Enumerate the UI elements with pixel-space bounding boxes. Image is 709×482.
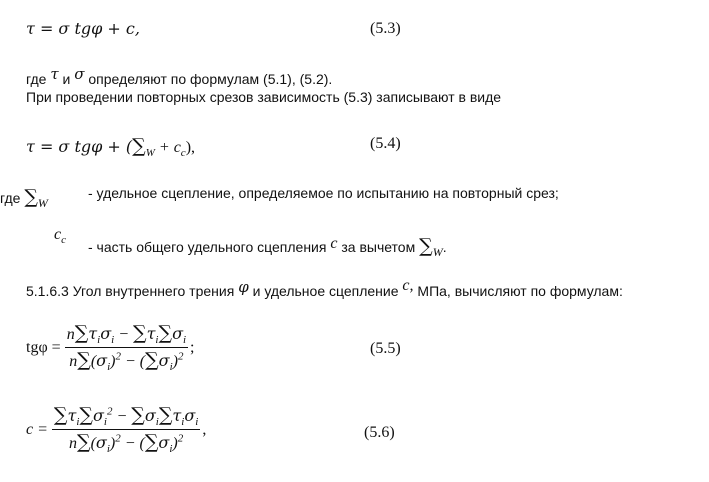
equation-5-3-number: (5.3) [370,20,401,37]
word-where: где [26,71,47,87]
sum-symbol: ∑ [132,135,146,157]
symbol-c-inline: c [330,235,338,252]
equation-5-6-fraction [52,404,200,455]
text-friction-angle: 5.1.6.3 Угол внутреннего трения [26,283,235,299]
equation-5-5 [26,322,195,373]
text-minus: за вычетом [341,239,416,255]
equation-5-4-part-a: τ = σ tgφ + ( [26,137,133,156]
text-and-cohesion: и удельное сцепление [252,283,399,299]
symbol-c-c [54,226,66,246]
text-calculated-by-formulas: МПа, вычисляют по формулам: [417,283,623,299]
equation-5-3 [26,19,140,39]
sum-symbol-inline: ∑ [419,235,433,257]
text-part-of-cohesion: - часть общего удельного сцепления [88,239,327,255]
subscript-w: W [145,147,155,160]
definition-sum-w-text: - удельное сцепление, определяемое по испытанию на повторный срез; [88,185,559,201]
equation-5-5-lhs: tgφ = [26,338,61,356]
equation-5-5-fraction [65,322,188,373]
sum-symbol-def: ∑ [24,186,38,208]
equation-5-4-number: (5.4) [370,135,401,152]
equation-5-5-denominator: $n\sum(\sigma_i)^2 - (\sum\sigma_i)^2$ [69,349,184,374]
equation-5-3-formula: τ = σ tgφ + c, [26,19,140,38]
definition-c-c-text [88,235,447,260]
subscript-c: c [180,147,186,160]
equation-5-4-part-c: ), [185,139,196,156]
equation-5-4 [26,135,195,159]
period: . [442,239,447,255]
subscript-w-def: W [37,195,48,210]
symbol-c-para: c, [402,277,414,294]
equation-5-5-numerator: $n\sum\tau_i\sigma_i - \sum\tau_i\sum\sigma_i$ [66,322,187,347]
equation-5-6-numerator: $\sum\tau_i\sum\sigma_i^2 - \sum\sigma_i\sum\tau_i\sigma_i$ [53,404,199,429]
symbol-phi: φ [238,278,249,296]
equation-5-5-number: (5.5) [370,340,401,357]
equation-5-6 [26,404,206,455]
equation-5-4-part-b: + c [154,139,181,156]
equation-5-6-denominator: $n\sum(\sigma_i)^2 - (\sum\sigma_i)^2$ [68,431,184,456]
equation-5-6-comma: , [202,420,207,438]
word-and: и [62,71,71,87]
equation-5-6-number: (5.6) [364,424,395,441]
subscript-c-def: c [61,234,66,247]
subscript-w-inline: W [432,244,443,259]
word-where-2: где [0,190,21,206]
text-line-repeated-shears: При проведении повторных срезов зависимость (5.3) записывают в виде [26,89,502,105]
symbol-tau: τ [50,65,59,83]
symbol-sigma: σ [74,65,85,83]
symbol-c: c [54,226,62,243]
text-determined-by-formulas: определяют по формулам (5.1), (5.2). [88,71,333,87]
equation-5-6-lhs: c = [26,420,48,438]
paragraph-5-1-6-3 [26,277,623,301]
definition-sum-w [0,186,48,211]
text-line-where-tau-sigma [26,65,333,88]
equation-5-5-semicolon: ; [190,338,195,356]
